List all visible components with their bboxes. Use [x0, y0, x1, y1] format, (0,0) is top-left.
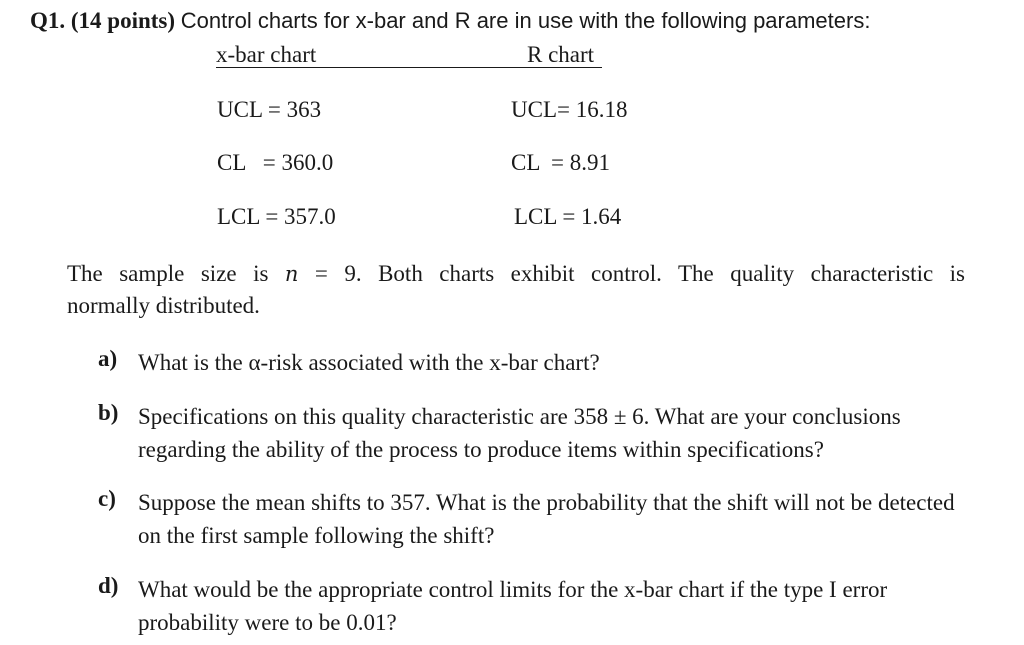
xbar-cl: CL = 360.0 [217, 150, 334, 175]
r-ucl: UCL= 16.18 [511, 97, 628, 122]
question-description: Control charts for x-bar and R are in use with the following parameters: [180, 8, 871, 33]
question-points: (14 points) [70, 8, 176, 33]
problem-statement [67, 258, 965, 322]
r-chart-heading: R chart [527, 42, 595, 67]
question-a-label: a) [98, 346, 118, 371]
question-header [30, 8, 870, 34]
question-d-text: What would be the appropriate control limits for the x-bar chart if the type I error probability were to be 0.01? [138, 577, 888, 635]
question-b-label: b) [98, 400, 119, 425]
question-c-label: c) [98, 486, 116, 511]
xbar-lcl: LCL = 357.0 [217, 204, 336, 229]
r-cl: CL = 8.91 [511, 150, 611, 175]
question-a-text: What is the α-risk associated with the x-bar chart? [138, 350, 600, 375]
question-c-text: Suppose the mean shifts to 357. What is the probability that the shift will not be detected on the first sample following the shift? [138, 490, 955, 548]
heading-underline [216, 67, 602, 68]
xbar-ucl: UCL = 363 [217, 97, 322, 122]
statement-text-a: The sample size is [67, 261, 285, 286]
question-b-text: Specifications on this quality characteristic are 358 ± 6. What are your conclusions regarding the ability of the process to produce items within specifications? [138, 404, 901, 462]
question-number: Q1. [30, 8, 66, 33]
sample-size-symbol: n [284, 262, 299, 286]
xbar-chart-heading: x-bar chart [216, 42, 317, 67]
statement-line-1 [67, 258, 965, 290]
statement-line-2: normally distributed. [67, 293, 260, 318]
question-d-label: d) [98, 573, 119, 598]
r-lcl: LCL = 1.64 [514, 204, 622, 229]
statement-text-b: = 9. Both charts exhibit control. The quality characteristic is [298, 261, 965, 286]
